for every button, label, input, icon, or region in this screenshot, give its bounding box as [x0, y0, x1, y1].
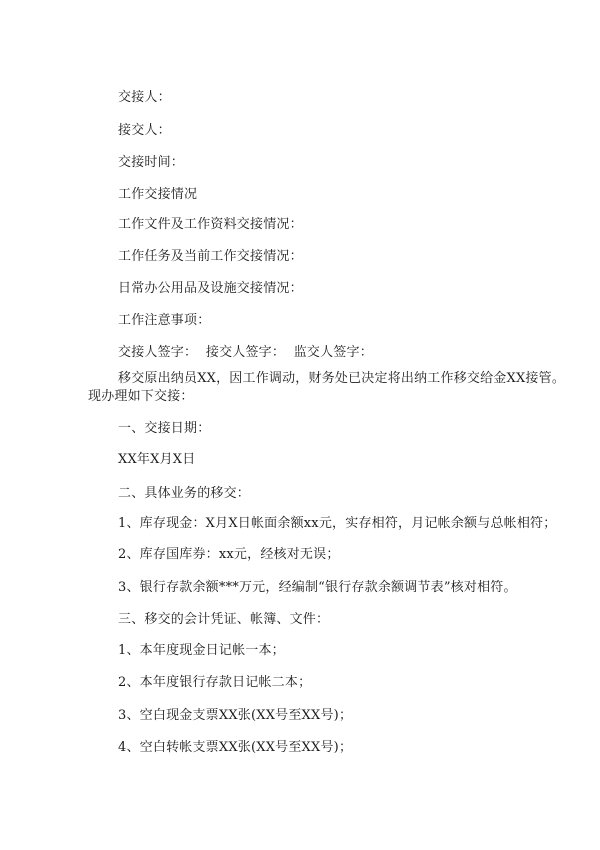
section2-item: 1、库存现金：X月X日帐面余额xx元，实存相符，月记帐余额与总帐相符；: [118, 516, 557, 531]
section3-heading: 三、移交的会计凭证、帐簿、文件：: [118, 612, 330, 627]
handing-over-person-label: 交接人：: [118, 90, 171, 105]
documents-status-label: 工作文件及工作资料交接情况：: [118, 217, 303, 232]
section3-item: 1、本年度现金日记帐一本；: [118, 643, 285, 658]
work-status-heading: 工作交接情况: [118, 187, 198, 202]
section3-item: 2、本年度银行存款日记帐二本；: [118, 675, 312, 690]
section2-item: 3、银行存款余额***万元，经编制“银行存款余额调节表”核对相符。: [118, 580, 517, 595]
section3-item: 4、空白转帐支票XX张(XX号至XX号)；: [118, 740, 353, 755]
section1-heading: 一、交接日期：: [118, 421, 211, 436]
section2-item: 2、库存国库券：xx元，经核对无误；: [118, 547, 340, 562]
handover-time-label: 交接时间：: [118, 155, 185, 170]
receiving-person-label: 接交人：: [118, 123, 171, 138]
section2-heading: 二、具体业务的移交：: [118, 486, 251, 501]
tasks-status-label: 工作任务及当前工作交接情况：: [118, 249, 303, 264]
signatures-line: 交接人签字： 接交人签字： 监交人签字：: [118, 345, 373, 360]
supplies-status-label: 日常办公用品及设施交接情况：: [118, 281, 303, 296]
transfer-intro-paragraph: 移交原出纳员XX，因工作调动，财务处已决定将出纳工作移交给金XX接管。现办理如下交接：: [88, 371, 566, 404]
section1-date: XX年X月X日: [118, 452, 196, 467]
notes-label: 工作注意事项：: [118, 313, 211, 328]
section3-item: 3、空白现金支票XX张(XX号至XX号)；: [118, 708, 353, 723]
